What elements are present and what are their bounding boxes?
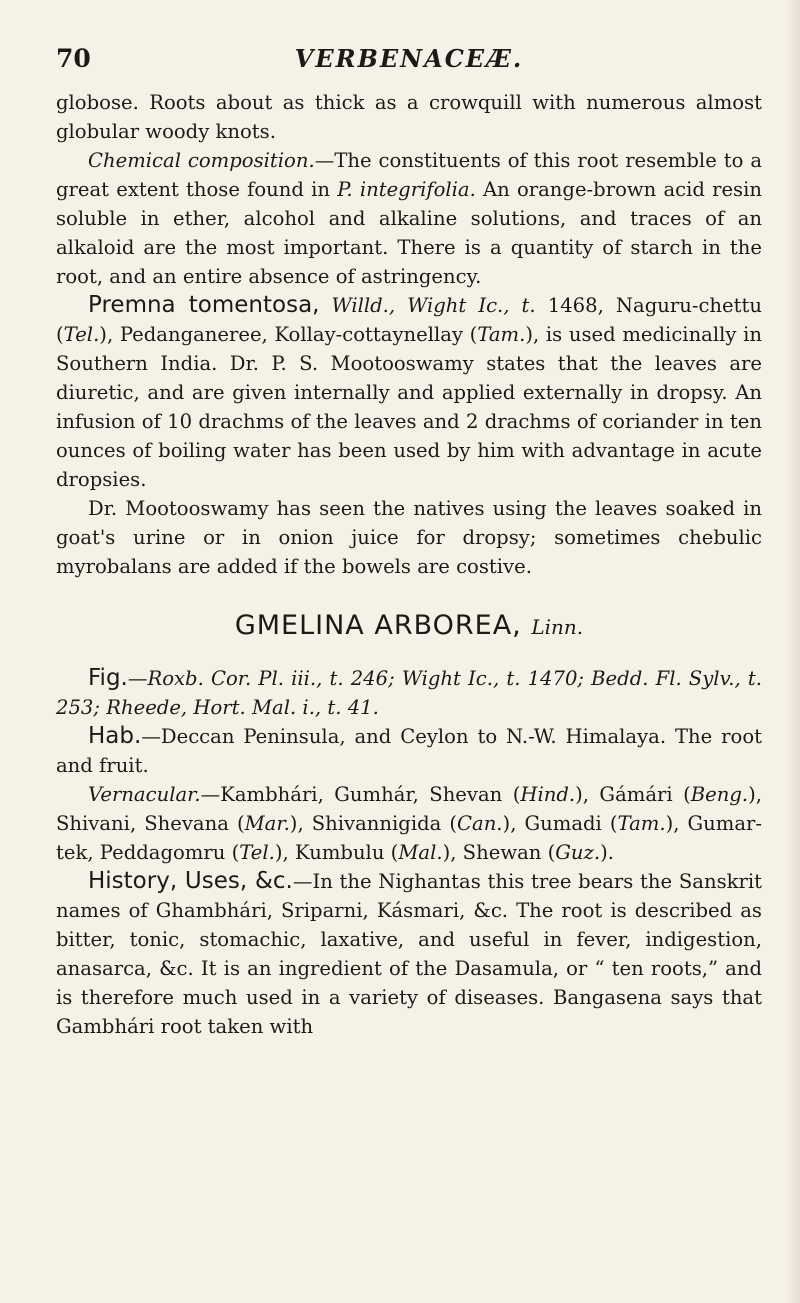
fig-label: Fig. [88,665,128,691]
language-abbrev: Guz. [555,841,601,864]
gmelina-title: GMELINA ARBOREA, [234,610,522,641]
language-abbrev: Tam. [617,812,666,835]
chemical-species: P. integrifolia. [337,178,476,201]
vernacular-segment: ), Shivannigida ( [289,812,458,835]
premna-text-3: ), is used medicinally in Southern India. Dr. P. S. Mootooswamy states that the leaves are diuretic, and are given internally and applied externally in dropsy. An infusion of 10 drachms of the leaves and 2 drachms of coriander in ten ounces of boiling water has been used by him with advantage in acute dropsies. [56,323,763,491]
premna-text-1: 1468, Naguru-chettu ( [56,294,763,346]
premna-paragraph [56,291,762,494]
history-paragraph [56,867,762,1041]
page-edge-shadow [786,0,800,1303]
vernacular-segment: —Kambhári, Gumhár, Shevan ( [200,783,521,806]
premna-tel: Tel. [63,323,100,346]
gmelina-author: Linn. [531,615,584,639]
vernacular-paragraph [56,780,762,867]
vernacular-segment: ), Gumadi ( [502,812,618,835]
premna-tam: Tam. [477,323,526,346]
language-abbrev: Mal. [398,841,443,864]
language-abbrev: Can. [457,812,503,835]
vernacular-segment: ), Gámári ( [575,783,691,806]
vernacular-label: Vernacular. [88,783,201,806]
running-title: VERBENACEÆ. [294,44,524,73]
language-abbrev: Tel. [239,841,275,864]
vernacular-segment: ), Shivani, Shevana ( [56,783,762,835]
chemical-text-1: —The constituents of this root resemble to a great extent those found in [56,149,763,201]
intro-paragraph: globose. Roots about as thick as a crowquill with numerous almost globular woody knots. [56,91,762,143]
vernacular-segment: ), Gumar-tek, Peddagomru ( [56,812,763,864]
history-label: History, Uses, &c. [88,868,293,894]
fig-references: —Roxb. Cor. Pl. iii., t. 246; Wight Ic., t. 1470; Bedd. Fl. Sylv., t. 253; Rheede, Hort. Mal. i., t. 41. [56,667,762,719]
premna-reference: Willd., Wight Ic., t. [331,294,536,317]
body-text [56,88,762,1041]
vernacular-segment: ). [600,841,614,864]
premna-paragraph-2: Dr. Mootooswamy has seen the natives using the leaves soaked in goat's urine or in onion juice for dropsy; sometimes chebulic myrobalans are added if the bowels are costive. [56,497,762,578]
section-title [56,611,762,642]
page-number: 70 [56,44,91,73]
history-text: —In the Nighantas this tree bears the Sanskrit names of Ghambhári, Sriparni, Kásmari, &c. The root is described as bitter, tonic, stomachic, laxative, and useful in fever, indigestion, anasarca, &c. It is an ingredient of the Dasamula, or “ ten roots,” and is therefore much used in a variety of diseases. Bangasena says that Gambhári root taken with [56,870,762,1038]
habitat-paragraph [56,722,762,780]
hab-label: Hab. [88,723,142,749]
hab-text: —Deccan Peninsula, and Ceylon to N.-W. Himalaya. The root and fruit. [56,725,762,777]
figures-paragraph [56,664,762,722]
vernacular-segment: ), Shewan ( [442,841,556,864]
chemical-text-2: An orange-brown acid resin soluble in ether, alcohol and alkaline solutions, and traces of an alkaloid are the most important. There is a quantity of starch in the root, and an entire absence of astringency. [56,178,762,288]
premna-text-2: ), Pedanganeree, Kollay-cottaynellay ( [99,323,478,346]
language-abbrev: Mar. [244,812,290,835]
chemical-composition-paragraph [56,146,762,291]
vernacular-segment: ), Kumbulu ( [274,841,399,864]
premna-name: Premna tomentosa, [88,292,320,318]
running-head [56,44,762,88]
chemical-composition-label: Chemical composition. [88,149,315,172]
language-abbrev: Beng. [690,783,749,806]
language-abbrev: Hind. [520,783,576,806]
